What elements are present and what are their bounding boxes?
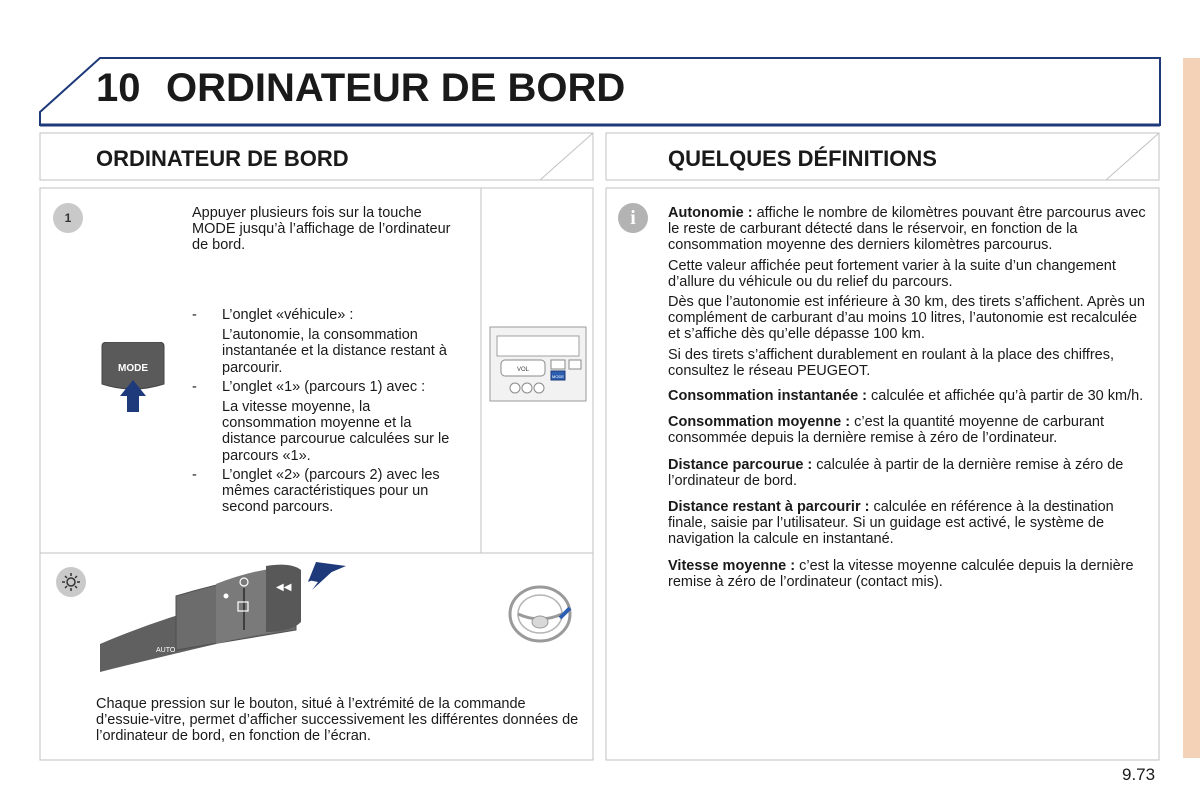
definition-text: calculée à partir de la dernière remise à zéro de l’ordinateur de bord.: [668, 456, 1124, 489]
definition-term: Consommation moyenne :: [668, 414, 851, 431]
definition-consommation-moyenne: [668, 414, 1150, 446]
pointer-arrow-icon: [308, 562, 346, 582]
light-icon-badge: [56, 567, 86, 597]
chapter-number: 10: [96, 66, 141, 110]
tab-body: La vitesse moyenne, la consommation moyenne et la distance parcourue calculées sur le parcours «1».: [222, 399, 450, 464]
intro-text: Appuyer plusieurs fois sur la touche MODE jusqu’à l’affichage de l’ordinateur de bord.: [192, 205, 451, 254]
definition-note: [668, 294, 1150, 343]
definition-term: Distance restant à parcourir :: [668, 499, 870, 516]
definition-note: [668, 258, 1150, 290]
info-badge: i: [618, 203, 648, 233]
bottom-explanation: Chaque pression sur le bouton, situé à l’extrémité de la commande d’essuie-vitre, permet d’afficher successivement les différentes données de l’ordinateur de bord, en fonction de l’écran.: [96, 696, 579, 745]
tab-item: - L’onglet «1» (parcours 1) avec : La vitesse moyenne, la consommation moyenne et la distance parcourue calculées sur le parcours «1».: [192, 379, 467, 464]
auto-label: AUTO: [156, 647, 176, 654]
mode-key-label: MODE: [552, 374, 564, 379]
left-section-title: ORDINATEUR DE BORD: [96, 146, 349, 171]
radio-panel-illustration: [489, 326, 587, 402]
definition-term: Autonomie :: [668, 205, 753, 221]
definition-term: Vitesse moyenne :: [668, 557, 796, 574]
mode-button-illustration: [100, 342, 166, 414]
definition-text: Cette valeur affichée peut fortement varier à la suite d’un changement d’allure du véhicule ou du relief du parcours.: [668, 257, 1116, 290]
definition-distance-parcourue: [668, 457, 1150, 489]
definition-note: [668, 347, 1150, 379]
sun-icon: [56, 567, 86, 597]
page-number: 9.73: [1122, 765, 1156, 784]
steering-wheel-icon: [506, 584, 576, 644]
step-badge: 1: [53, 203, 83, 233]
definition-text: calculée en référence à la destination finale, saisie par l’utilisateur. Si un guidage est activé, le système de navigation la calcule en instantané.: [668, 499, 1114, 548]
definition-text: c’est la quantité moyenne de carburant consommée depuis la dernière remise à zéro de l’ordinateur.: [668, 414, 1104, 447]
definition-text: affiche le nombre de kilomètres pouvant être parcourus avec le reste de carburant détecté dans le réservoir, en fonction de la consommation moyenne des derniers kilomètres parcourus.: [668, 205, 1146, 254]
tab-head: L’onglet «véhicule» :: [222, 307, 354, 323]
definition-consommation-instantanee: [668, 388, 1150, 404]
wiper-stalk-illustration: [96, 560, 356, 676]
definition-text: c’est la vitesse moyenne calculée depuis la dernière remise à zéro de l’ordinateur (contact mis).: [668, 557, 1134, 590]
fast-forward-icon: ◀◀: [276, 582, 292, 593]
tab-item: - L’onglet «2» (parcours 2) avec les mêmes caractéristiques pour un second parcours.: [192, 467, 467, 516]
tab-head: L’onglet «1» (parcours 1) avec :: [222, 378, 426, 395]
mode-button-label: MODE: [118, 363, 148, 374]
definitions-list: [668, 205, 1150, 594]
definition-autonomie: [668, 205, 1150, 254]
chapter-title: ORDINATEUR DE BORD: [166, 66, 626, 110]
tab-head: L’onglet «2» (parcours 2) avec les mêmes caractéristiques pour un second parcours.: [222, 466, 440, 516]
definition-text: Dès que l’autonomie est inférieure à 30 km, des tirets s’affichent. Après un complément de carburant d’au moins 10 litres, l’autonomie est recalculée et s’affiche dès qu’elle dépasse 100 km.: [668, 294, 1145, 343]
tab-item: - L’onglet «véhicule» : L’autonomie, la consommation instantanée et la distance restant à parcourir.: [192, 307, 467, 376]
definition-term: Consommation instantanée :: [668, 388, 867, 405]
right-section-title: QUELQUES DÉFINITIONS: [668, 146, 937, 171]
definition-term: Distance parcourue :: [668, 456, 813, 473]
definition-vitesse-moyenne: [668, 558, 1150, 590]
definition-text: calculée et affichée qu’à partir de 30 km/h.: [867, 388, 1144, 405]
vol-label: VOL: [516, 367, 530, 373]
chapter-color-tab: [1183, 58, 1200, 758]
definition-distance-restant: [668, 499, 1150, 548]
definition-text: Si des tirets s’affichent durablement en roulant à la place des chiffres, consultez le réseau PEUGEOT.: [668, 346, 1114, 379]
tab-body: L’autonomie, la consommation instantanée et la distance restant à parcourir.: [222, 327, 447, 376]
tab-list: [192, 307, 467, 518]
